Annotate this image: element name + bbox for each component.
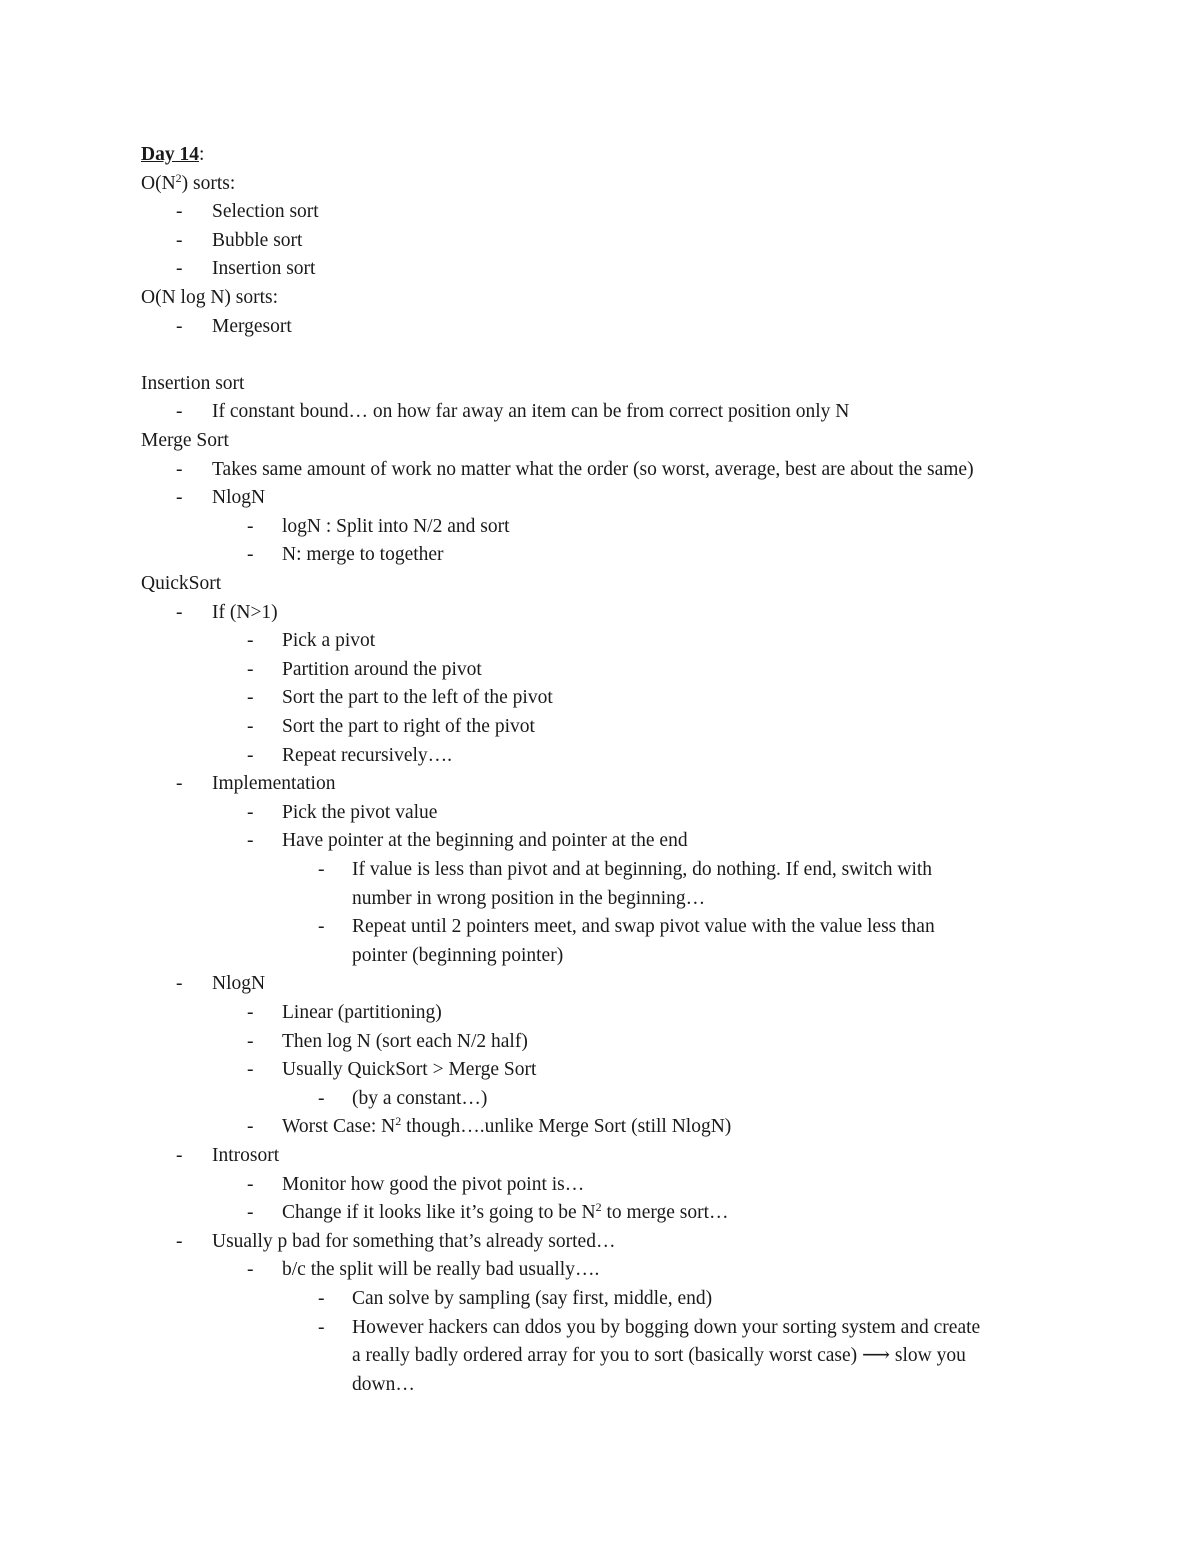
line-text xyxy=(282,799,437,828)
line-text xyxy=(352,1314,980,1343)
text-run: Merge Sort xyxy=(141,430,229,451)
list-item xyxy=(0,198,1200,227)
line-text xyxy=(352,885,705,914)
line-text xyxy=(282,656,482,685)
text-run: Insertion sort xyxy=(212,258,316,280)
line-text xyxy=(212,227,302,256)
line-text xyxy=(212,313,292,342)
superscript: 2 xyxy=(175,170,182,185)
line-text xyxy=(212,398,849,427)
heading-title: Day 14 xyxy=(141,144,199,165)
bullet-dash-icon: - xyxy=(176,315,183,337)
bullet-dash-icon: - xyxy=(176,1145,183,1166)
text-run: Bubble sort xyxy=(212,229,303,251)
bullet-dash-icon: - xyxy=(247,1002,254,1023)
line-text xyxy=(212,456,974,485)
bullet-dash-icon: - xyxy=(318,1288,325,1309)
bullet-dash-icon: - xyxy=(247,716,254,737)
list-item xyxy=(0,1256,1200,1285)
line-text xyxy=(212,1228,615,1257)
list-item xyxy=(0,856,1200,885)
line-text xyxy=(352,1371,415,1400)
text-run: If value is less than pivot and at beginning, do nothing. If end, switch with xyxy=(352,859,933,880)
text-run: O(N log N) sorts: xyxy=(141,287,279,308)
line-text xyxy=(282,1256,599,1285)
list-item xyxy=(0,742,1200,771)
text-run: Monitor how good the pivot point is… xyxy=(282,1173,585,1195)
bullet-dash-icon: - xyxy=(247,687,254,709)
text-run: If (N>1) xyxy=(212,601,278,623)
text-run: though….unlike Merge Sort (still NlogN) xyxy=(401,1116,732,1138)
bullet-dash-icon: - xyxy=(247,830,254,852)
section-heading xyxy=(0,284,1200,313)
list-item xyxy=(0,999,1200,1028)
line-text xyxy=(212,255,315,284)
list-item xyxy=(0,970,1200,999)
line-text xyxy=(212,484,265,513)
list-item xyxy=(0,1314,1200,1343)
list-item xyxy=(0,313,1200,342)
list-item xyxy=(0,684,1200,713)
text-run: Introsort xyxy=(212,1145,280,1166)
text-run: Can solve by sampling (say first, middle, end) xyxy=(352,1288,713,1309)
list-item xyxy=(0,398,1200,427)
bullet-dash-icon: - xyxy=(176,258,183,280)
list-item xyxy=(0,770,1200,799)
list-item xyxy=(0,799,1200,828)
text-run: ) sorts: xyxy=(181,172,236,194)
text-run: QuickSort xyxy=(141,573,222,594)
text-run: However hackers can ddos you by bogging down your sorting system and create xyxy=(352,1316,981,1338)
line-text xyxy=(282,1199,729,1228)
superscript: 2 xyxy=(395,1114,402,1129)
bullet-dash-icon: - xyxy=(247,658,254,680)
text-run: Then log N (sort each N/2 half) xyxy=(282,1030,528,1052)
text-run: Sort the part to the left of the pivot xyxy=(282,687,553,709)
section-heading xyxy=(0,370,1200,399)
superscript: 2 xyxy=(595,1200,602,1215)
bullet-dash-icon: - xyxy=(176,773,183,795)
line-text xyxy=(212,770,335,799)
line-text xyxy=(282,684,553,713)
list-item xyxy=(0,599,1200,628)
line-text xyxy=(282,627,375,656)
bullet-dash-icon: - xyxy=(176,229,183,251)
list-item xyxy=(0,1171,1200,1200)
bullet-dash-icon: - xyxy=(176,487,183,509)
section-heading xyxy=(0,570,1200,599)
text-run: Partition around the pivot xyxy=(282,658,482,680)
text-run: O(N xyxy=(141,172,176,194)
text-run: Insertion sort xyxy=(141,372,245,394)
list-item xyxy=(0,513,1200,542)
bullet-dash-icon: - xyxy=(176,1230,183,1252)
list-item xyxy=(0,1113,1200,1142)
text-run: Usually p bad for something that’s already sorted… xyxy=(212,1230,616,1252)
bullet-dash-icon: - xyxy=(247,1202,254,1224)
text-run: If constant bound… on how far away an item can be from correct position only N xyxy=(212,401,850,423)
line-text xyxy=(141,370,244,399)
text-run: b/c the split will be really bad usually…. xyxy=(282,1259,600,1281)
line-text xyxy=(212,1142,279,1171)
list-item xyxy=(0,627,1200,656)
list-item xyxy=(0,942,1200,971)
text-run: NlogN xyxy=(212,973,266,995)
line-text xyxy=(282,541,444,570)
text-run: Repeat until 2 pointers meet, and swap pivot value with the value less than xyxy=(352,916,935,938)
bullet-dash-icon: - xyxy=(247,744,254,766)
line-text xyxy=(282,1113,731,1142)
list-item xyxy=(0,885,1200,914)
line-text xyxy=(352,1285,712,1314)
list-item xyxy=(0,456,1200,485)
line-text xyxy=(282,713,535,742)
bullet-dash-icon: - xyxy=(176,601,183,623)
bullet-dash-icon: - xyxy=(247,801,254,823)
line-text xyxy=(352,913,935,942)
line-text xyxy=(282,742,452,771)
line-text xyxy=(141,170,235,199)
text-run: Usually QuickSort > Merge Sort xyxy=(282,1059,537,1081)
text-run: Pick the pivot value xyxy=(282,801,438,823)
text-run: number in wrong position in the beginning… xyxy=(352,887,706,909)
bullet-dash-icon: - xyxy=(247,1173,254,1195)
list-item xyxy=(0,1285,1200,1314)
text-run: a really badly ordered array for you to sort (basically worst case) ⟶ slow you xyxy=(352,1345,966,1367)
bullet-dash-icon: - xyxy=(247,630,254,652)
section-heading xyxy=(0,170,1200,199)
line-text xyxy=(352,1342,966,1371)
list-item xyxy=(0,1371,1200,1400)
text-run: Takes same amount of work no matter what the order (so worst, average, best are about the same) xyxy=(212,458,974,480)
bullet-dash-icon: - xyxy=(318,916,325,938)
list-item xyxy=(0,1342,1200,1371)
list-item xyxy=(0,1228,1200,1257)
text-run: Worst Case: N xyxy=(282,1116,396,1138)
line-text xyxy=(352,856,932,885)
text-run: Repeat recursively…. xyxy=(282,744,453,766)
line-text xyxy=(212,970,265,999)
line-text xyxy=(141,570,221,599)
line-text xyxy=(282,999,442,1028)
bullet-dash-icon: - xyxy=(318,1316,325,1338)
text-run: to merge sort… xyxy=(601,1202,729,1224)
line-text xyxy=(282,1028,528,1057)
line-text xyxy=(282,827,688,856)
list-item xyxy=(0,656,1200,685)
list-item xyxy=(0,1199,1200,1228)
line-text xyxy=(282,1056,536,1085)
text-run: (by a constant…) xyxy=(352,1087,488,1109)
bullet-dash-icon: - xyxy=(247,1259,254,1281)
bullet-dash-icon: - xyxy=(247,1116,254,1138)
text-run: Linear (partitioning) xyxy=(282,1002,442,1023)
list-item xyxy=(0,255,1200,284)
bullet-dash-icon: - xyxy=(318,859,325,880)
list-item xyxy=(0,1085,1200,1114)
line-text xyxy=(282,513,510,542)
bullet-dash-icon: - xyxy=(247,515,254,537)
bullet-dash-icon: - xyxy=(176,973,183,995)
bullet-dash-icon: - xyxy=(176,201,183,223)
list-item xyxy=(0,1028,1200,1057)
bullet-dash-icon: - xyxy=(247,1030,254,1052)
section-heading xyxy=(0,427,1200,456)
text-run: pointer (beginning pointer) xyxy=(352,944,564,966)
list-item xyxy=(0,541,1200,570)
text-run: Pick a pivot xyxy=(282,630,376,652)
bullet-dash-icon: - xyxy=(176,401,183,423)
list-item xyxy=(0,484,1200,513)
bullet-dash-icon: - xyxy=(176,458,183,480)
line-text xyxy=(141,427,229,456)
page-heading xyxy=(0,141,1200,170)
text-run: Implementation xyxy=(212,773,336,795)
text-run: Selection sort xyxy=(212,201,319,223)
text-run: NlogN xyxy=(212,487,266,509)
list-item xyxy=(0,827,1200,856)
blank-line xyxy=(0,341,1200,370)
list-item xyxy=(0,227,1200,256)
heading-colon: : xyxy=(198,144,205,165)
text-run: down… xyxy=(352,1373,415,1395)
line-text xyxy=(352,942,563,971)
line-text xyxy=(352,1085,487,1114)
text-run: N: merge to together xyxy=(282,544,444,566)
list-item xyxy=(0,1056,1200,1085)
bullet-dash-icon: - xyxy=(247,544,254,566)
list-item xyxy=(0,713,1200,742)
text-run: Change if it looks like it’s going to be N xyxy=(282,1202,596,1224)
line-text xyxy=(212,198,319,227)
bullet-dash-icon: - xyxy=(318,1087,325,1109)
line-text xyxy=(282,1171,584,1200)
list-item xyxy=(0,913,1200,942)
text-run: Have pointer at the beginning and pointer at the end xyxy=(282,830,688,852)
line-text xyxy=(141,284,278,313)
bullet-dash-icon: - xyxy=(247,1059,254,1081)
line-text xyxy=(212,599,278,628)
text-run: Mergesort xyxy=(212,315,292,337)
text-run: logN : Split into N/2 and sort xyxy=(282,515,510,537)
list-item xyxy=(0,1142,1200,1171)
text-run: Sort the part to right of the pivot xyxy=(282,716,535,737)
